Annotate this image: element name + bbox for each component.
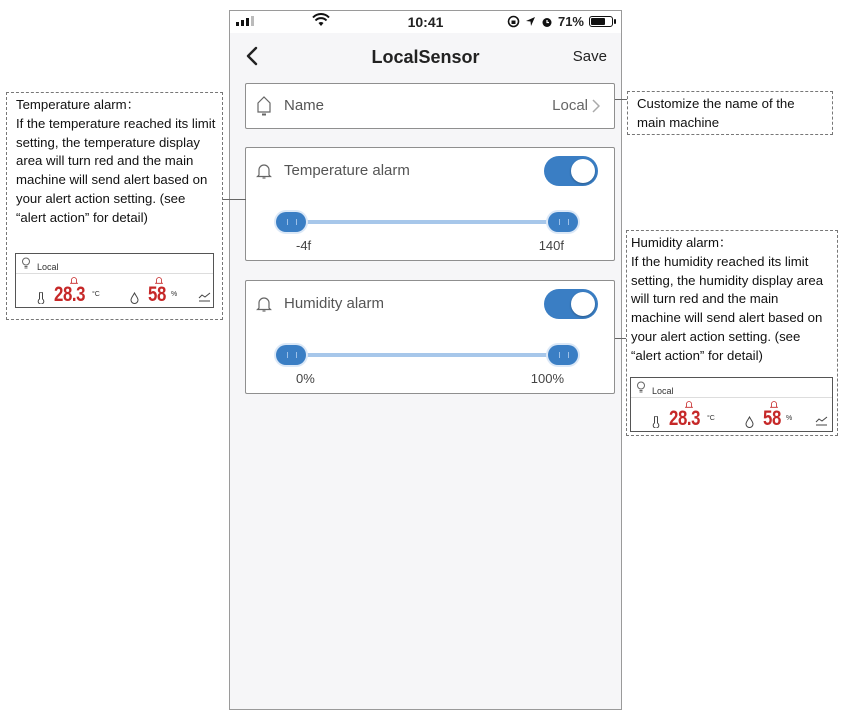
sensor-widget-example [15,253,214,308]
temperature-unit: °C [707,415,715,422]
thermometer-icon [37,292,45,304]
chevron-right-icon [592,99,600,113]
humidity-value: 58 [763,407,781,430]
humidity-max-handle[interactable] [548,345,578,365]
home-icon [256,95,272,117]
humidity-range-slider[interactable] [290,353,564,357]
annotation-text: Customize the name of the main machine [637,96,795,130]
humidity-alarm-annotation [626,230,838,436]
temperature-leader-line [223,199,246,200]
temperature-alarm-card [245,147,615,261]
humidity-unit: % [786,415,793,422]
temperature-alarm-toggle[interactable] [544,156,598,186]
name-row[interactable] [245,83,615,129]
droplet-icon [745,416,754,428]
humidity-alarm-label: Humidity alarm [284,295,385,312]
location-icon [525,16,536,27]
name-value: Local [552,97,588,114]
temperature-alarm-annotation [6,92,223,320]
annotation-title: Temperature alarm： [16,97,140,112]
temperature-value: 28.3 [54,283,86,306]
temperature-max-label: 140f [538,238,564,253]
bulb-icon [636,381,646,393]
humidity-alarm-toggle[interactable] [544,289,598,319]
droplet-icon [130,292,139,304]
trend-icon [815,416,828,426]
page-title: LocalSensor [371,47,480,67]
save-button[interactable]: Save [572,48,607,65]
temperature-max-handle[interactable] [548,212,578,232]
status-bar [230,11,621,33]
thermometer-icon [652,416,660,428]
alarm-clock-icon [541,16,553,28]
temperature-value: 28.3 [669,407,701,430]
annotation-text: If the humidity reached its limit setting, the humidity display area will turn red and the main machine will send alert based on your alert action setting. (see “alert action” for detail) [631,253,824,363]
humidity-value: 58 [148,283,166,306]
widget-name: Local [37,262,59,272]
widget-name: Local [652,386,674,396]
battery-percent: 71% [557,14,584,29]
temperature-alarm-label: Temperature alarm [284,162,410,179]
bulb-icon [21,257,31,269]
phone-screen [229,10,622,710]
bell-icon [256,295,272,313]
bell-icon [256,162,272,180]
temperature-range-slider[interactable] [290,220,564,224]
humidity-max-label: 100% [530,371,564,386]
name-label: Name [284,97,325,114]
temperature-min-label: -4f [296,238,312,253]
sensor-widget-example [630,377,833,432]
annotation-title: Humidity alarm： [631,235,733,250]
temperature-unit: °C [92,291,100,298]
name-annotation [627,91,833,135]
humidity-unit: % [171,291,178,298]
humidity-alarm-card [245,280,615,394]
humidity-min-handle[interactable] [276,345,306,365]
trend-icon [198,292,211,302]
annotation-text: If the temperature reached its limit setting, the temperature display area will turn red and the main machine will send alert based on your alert action setting. (see “alert action” for detail) [16,115,216,225]
humidity-min-label: 0% [296,371,315,386]
rotation-lock-icon [507,15,520,28]
nav-bar [230,33,621,83]
battery-icon [589,16,613,27]
temperature-min-handle[interactable] [276,212,306,232]
status-time: 10:41 [407,14,444,30]
